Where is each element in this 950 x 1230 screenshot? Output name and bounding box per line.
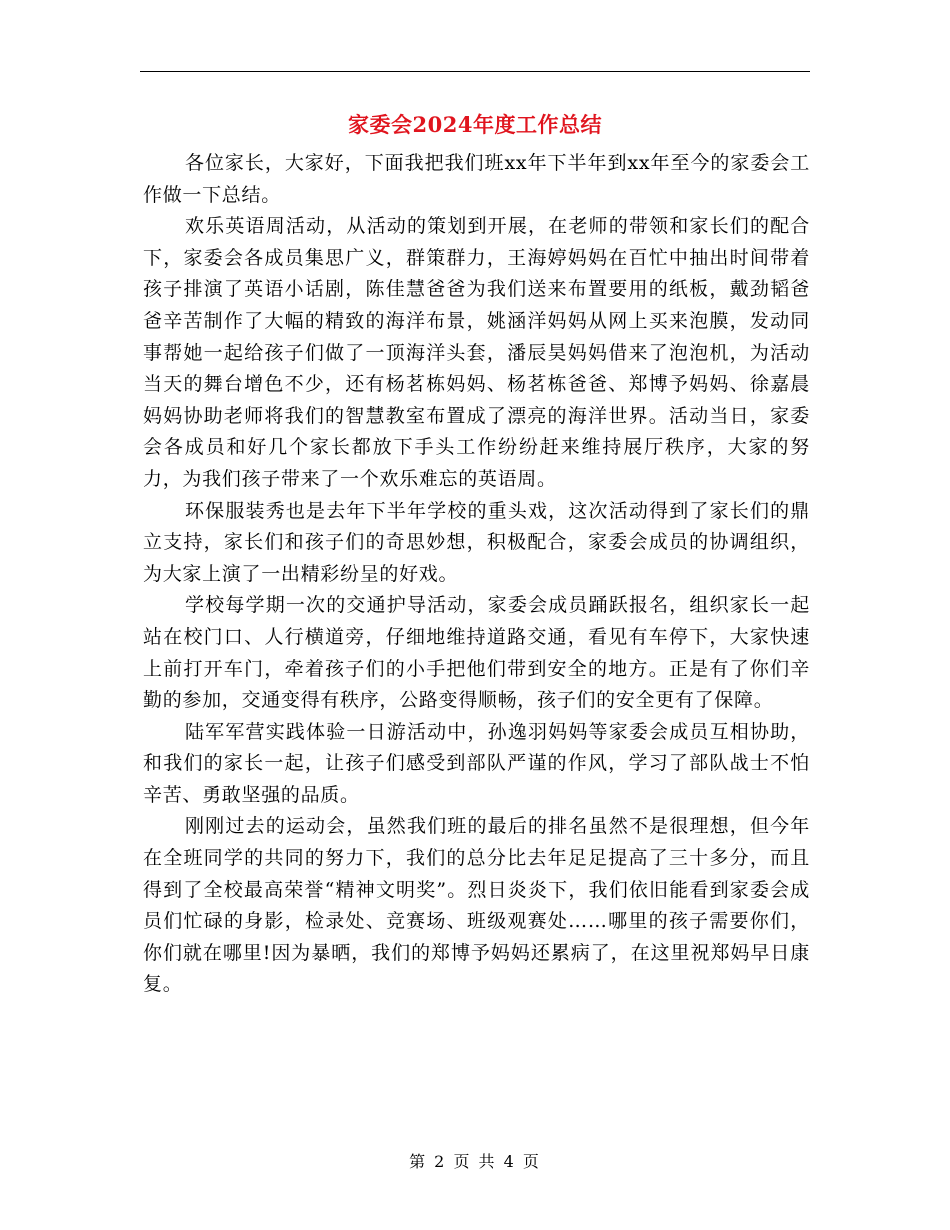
paragraph-english-week: 欢乐英语周活动，从活动的策划到开展，在老师的带领和家长们的配合下，家委会各成员集思广义，群策群力，王海婷妈妈在百忙中抽出时间带着孩子排演了英语小话剧，陈佳慧爸爸为我们送来布置要用的纸板，戴劲韬爸爸辛苦制作了大幅的精致的海洋布景，姚涵洋妈妈从网上买来泡膜，发动同事帮她一起给孩子们做了一顶海洋头套，潘辰昊妈妈借来了泡泡机，为活动当天的舞台增色不少，还有杨茗栋妈妈、杨茗栋爸爸、郑博予妈妈、徐嘉晨妈妈协助老师将我们的智慧教室布置成了漂亮的海洋世界。活动当日，家委会各成员和好几个家长都放下手头工作纷纷赶来维持展厅秩序，大家的努力，为我们孩子带来了一个欢乐难忘的英语周。: [143, 215, 810, 490]
header-rule: [140, 71, 810, 72]
paragraph-army-camp: 陆军军营实践体验一日游活动中，孙逸羽妈妈等家委会成员互相协助，和我们的家长一起，让孩子们感受到部队严谨的作风，学习了部队战士不怕辛苦、勇敢坚强的品质。: [143, 720, 810, 806]
paragraph-fashion-show: 环保服装秀也是去年下半年学校的重头戏，这次活动得到了家长们的鼎立支持，家长们和孩子们的奇思妙想，积极配合，家委会成员的协调组织，为大家上演了一出精彩纷呈的好戏。: [143, 499, 810, 585]
document-title: 家委会2024年度工作总结: [348, 112, 602, 137]
paragraph-traffic-guard: 学校每学期一次的交通护导活动，家委会成员踊跃报名，组织家长一起站在校门口、人行横道旁，仔细地维持道路交通，看见有车停下，大家快速上前打开车门，牵着孩子们的小手把他们带到安全的地方。正是有了你们辛勤的参加，交通变得有秩序，公路变得顺畅，孩子们的安全更有了保障。: [143, 594, 810, 712]
document-body: [143, 148, 810, 1001]
page-number: 第 2 页 共 4 页: [409, 1152, 541, 1171]
paragraph-intro: 各位家长，大家好，下面我把我们班xx年下半年到xx年至今的家委会工作做一下总结。: [143, 152, 810, 206]
paragraph-sports-meet: 刚刚过去的运动会，虽然我们班的最后的排名虽然不是很理想，但今年在全班同学的共同的努力下，我们的总分比去年足足提高了三十多分，而且得到了全校最高荣誉“精神文明奖”。烈日炎炎下，我们依旧能看到家委会成员们忙碌的身影，检录处、竞赛场、班级观赛处……哪里的孩子需要你们，你们就在哪里!因为暴晒，我们的郑博予妈妈还累病了，在这里祝郑妈早日康复。: [143, 815, 810, 996]
